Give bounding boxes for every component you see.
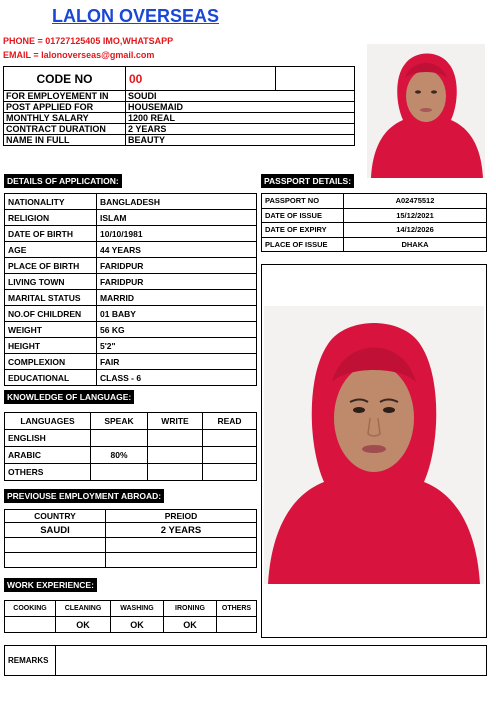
summary-row — [4, 124, 355, 135]
cooking-header: COOKING — [5, 601, 56, 617]
detail-value: FAIR — [97, 354, 257, 370]
work-value-row — [5, 617, 257, 633]
detail-row — [5, 226, 257, 242]
passport-label: DATE OF EXPIRY — [262, 223, 344, 238]
detail-row — [5, 322, 257, 338]
language-speak: 80% — [91, 447, 148, 464]
employment-country — [5, 553, 106, 568]
language-write — [148, 464, 203, 481]
employment-row — [5, 523, 257, 538]
detail-value: 10/10/1981 — [97, 226, 257, 242]
cleaning-value: OK — [56, 617, 111, 633]
washing-value: OK — [111, 617, 164, 633]
detail-row — [5, 242, 257, 258]
detail-row — [5, 338, 257, 354]
remarks-row — [5, 646, 487, 676]
detail-value: ISLAM — [97, 210, 257, 226]
detail-row — [5, 274, 257, 290]
work-heading: WORK EXPERIENCE: — [4, 578, 97, 592]
detail-value: MARRID — [97, 290, 257, 306]
ironing-value: OK — [164, 617, 217, 633]
portrait-small-icon — [367, 44, 485, 178]
summary-row — [4, 102, 355, 113]
passport-row — [262, 223, 487, 238]
language-read — [203, 430, 257, 447]
summary-label: POST APPLIED FOR — [4, 102, 126, 113]
details-heading: DETAILS OF APPLICATION: — [4, 174, 122, 188]
summary-row — [4, 135, 355, 146]
summary-label: NAME IN FULL — [4, 135, 126, 146]
code-label: CODE NO — [4, 67, 126, 91]
detail-value: 01 BABY — [97, 306, 257, 322]
language-speak — [91, 430, 148, 447]
summary-label: FOR EMPLOYEMENT IN — [4, 91, 126, 102]
detail-value: BANGLADESH — [97, 194, 257, 210]
language-col-header: LANGUAGES — [5, 413, 91, 430]
work-header-row — [5, 601, 257, 617]
language-heading: KNOWLEDGE OF LANGUAGE: — [4, 390, 134, 404]
employment-period: 2 YEARS — [106, 523, 257, 538]
passport-value: 14/12/2026 — [344, 223, 487, 238]
passport-label: PLACE OF ISSUE — [262, 237, 344, 252]
summary-label: MONTHLY SALARY — [4, 113, 126, 124]
detail-row — [5, 370, 257, 386]
read-col-header: READ — [203, 413, 257, 430]
detail-value: 44 YEARS — [97, 242, 257, 258]
passport-value: A02475512 — [344, 194, 487, 209]
detail-value: CLASS - 6 — [97, 370, 257, 386]
detail-label: HEIGHT — [5, 338, 97, 354]
summary-label: CONTRACT DURATION — [4, 124, 126, 135]
passport-row — [262, 208, 487, 223]
detail-row — [5, 258, 257, 274]
detail-label: WEIGHT — [5, 322, 97, 338]
summary-value: BEAUTY — [126, 135, 355, 146]
language-speak — [91, 464, 148, 481]
summary-value: 2 YEARS — [126, 124, 355, 135]
passport-row — [262, 194, 487, 209]
employment-row — [5, 553, 257, 568]
passport-value: 15/12/2021 — [344, 208, 487, 223]
language-name: ENGLISH — [5, 430, 91, 447]
applicant-photo-large — [264, 306, 484, 584]
detail-label: MARITAL STATUS — [5, 290, 97, 306]
detail-value: FARIDPUR — [97, 258, 257, 274]
write-col-header: WRITE — [148, 413, 203, 430]
language-write — [148, 430, 203, 447]
language-read — [203, 447, 257, 464]
remarks-label: REMARKS — [5, 646, 56, 676]
work-table — [4, 600, 257, 633]
others-value — [217, 617, 257, 633]
details-table — [4, 193, 257, 386]
remarks-value — [56, 646, 487, 676]
language-name: OTHERS — [5, 464, 91, 481]
passport-heading: PASSPORT DETAILS: — [261, 174, 354, 188]
employment-country — [5, 538, 106, 553]
detail-value: 56 KG — [97, 322, 257, 338]
employment-country: SAUDI — [5, 523, 106, 538]
employment-row — [5, 538, 257, 553]
speak-col-header: SPEAK — [91, 413, 148, 430]
employment-table — [4, 509, 257, 568]
summary-value: 1200 REAL — [126, 113, 355, 124]
language-write — [148, 447, 203, 464]
portrait-large-icon — [264, 306, 484, 584]
passport-label: PASSPORT NO — [262, 194, 344, 209]
passport-label: DATE OF ISSUE — [262, 208, 344, 223]
detail-label: RELIGION — [5, 210, 97, 226]
detail-row — [5, 194, 257, 210]
passport-row — [262, 237, 487, 252]
detail-value: FARIDPUR — [97, 274, 257, 290]
language-read — [203, 464, 257, 481]
language-row — [5, 430, 257, 447]
language-table — [4, 412, 257, 481]
passport-value: DHAKA — [344, 237, 487, 252]
period-col-header: PREIOD — [106, 510, 257, 523]
code-extra-cell — [276, 67, 355, 91]
employment-period — [106, 553, 257, 568]
passport-table — [261, 193, 487, 252]
detail-value: 5'2" — [97, 338, 257, 354]
cleaning-header: CLEANING — [56, 601, 111, 617]
language-row — [5, 464, 257, 481]
detail-row — [5, 354, 257, 370]
company-title: LALON OVERSEAS — [52, 6, 220, 26]
washing-header: WASHING — [111, 601, 164, 617]
employment-header-row — [5, 510, 257, 523]
detail-label: NO.OF CHILDREN — [5, 306, 97, 322]
cooking-value — [5, 617, 56, 633]
applicant-photo-small — [367, 44, 485, 178]
remarks-table — [4, 645, 487, 676]
detail-label: NATIONALITY — [5, 194, 97, 210]
language-header-row — [5, 413, 257, 430]
detail-label: LIVING TOWN — [5, 274, 97, 290]
employment-heading: PREVIOUSE EMPLOYMENT ABROAD: — [4, 489, 164, 503]
summary-row — [4, 91, 355, 102]
detail-label: PLACE OF BIRTH — [5, 258, 97, 274]
code-row — [4, 67, 355, 91]
summary-value: SOUDI — [126, 91, 355, 102]
detail-row — [5, 290, 257, 306]
ironing-header: IRONING — [164, 601, 217, 617]
summary-table — [3, 66, 355, 146]
summary-row — [4, 113, 355, 124]
detail-label: AGE — [5, 242, 97, 258]
detail-label: EDUCATIONAL — [5, 370, 97, 386]
employment-period — [106, 538, 257, 553]
summary-value: HOUSEMAID — [126, 102, 355, 113]
detail-row — [5, 306, 257, 322]
detail-row — [5, 210, 257, 226]
language-row — [5, 447, 257, 464]
phone-line: PHONE = 01727125405 IMO,WHATSAPP — [3, 36, 174, 46]
language-name: ARABIC — [5, 447, 91, 464]
country-col-header: COUNTRY — [5, 510, 106, 523]
code-value: 00 — [126, 67, 276, 91]
others-header: OTHERS — [217, 601, 257, 617]
detail-label: DATE OF BIRTH — [5, 226, 97, 242]
detail-label: COMPLEXION — [5, 354, 97, 370]
email-line: EMAIL = lalonoverseas@gmail.com — [3, 50, 155, 60]
